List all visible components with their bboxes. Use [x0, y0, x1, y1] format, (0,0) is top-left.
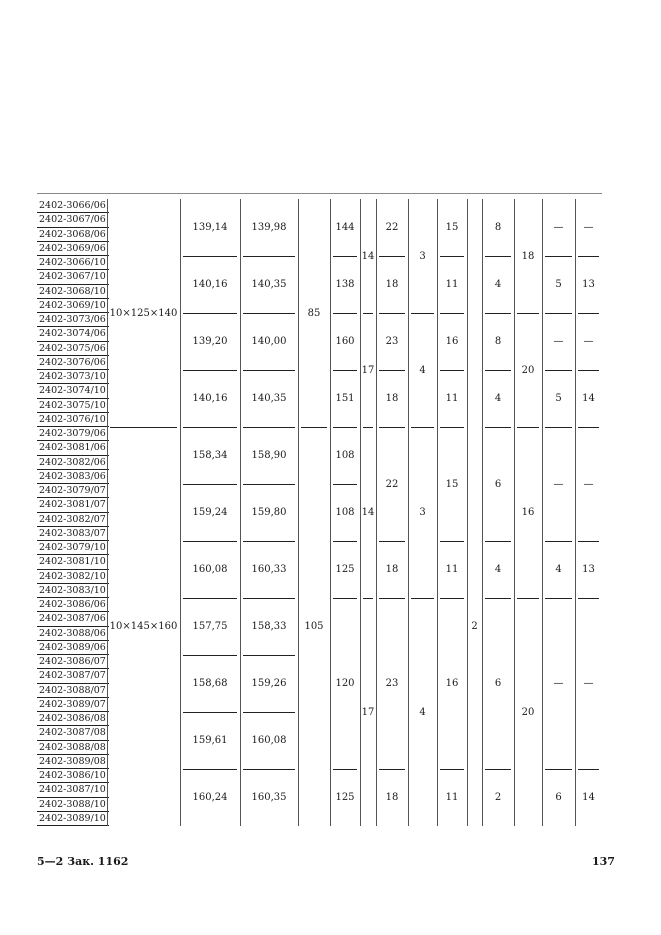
cell-a: 22: [385, 478, 399, 490]
cell-f: —: [553, 478, 564, 490]
cell-h: 85: [307, 307, 321, 319]
cell-d1: 158,34: [192, 450, 228, 461]
cell-d2: 139,98: [251, 222, 287, 233]
cell-d1: 140,16: [192, 393, 228, 404]
cell-a: 18: [385, 393, 399, 404]
part-code: 2402-3073/06: [37, 313, 109, 327]
cell-m: 20: [521, 364, 535, 376]
cell-c: 11: [445, 393, 459, 404]
part-code: 2402-3066/10: [37, 256, 109, 270]
cell-d2: 158,90: [251, 450, 287, 461]
cell-f: 5: [555, 393, 562, 404]
cell-d1: 157,75: [192, 621, 228, 632]
part-code: 2402-3083/07: [37, 527, 109, 541]
part-code: 2402-3088/10: [37, 798, 109, 812]
cell-l: 120: [335, 678, 355, 689]
cell-d2: 140,00: [251, 336, 287, 347]
cell-l: 151: [335, 393, 355, 404]
part-code: 2402-3086/06: [37, 598, 109, 612]
cell-e: 6: [494, 478, 502, 490]
cell-d1: 160,24: [192, 792, 228, 803]
cell-e: 6: [494, 678, 502, 689]
cell-d2: 140,35: [251, 393, 287, 404]
part-code: 2402-3079/07: [37, 484, 109, 498]
part-code: 2402-3087/07: [37, 669, 109, 683]
cell-size: 10×125×140: [109, 307, 178, 319]
part-code: 2402-3089/07: [37, 698, 109, 712]
part-code: 2402-3068/10: [37, 285, 109, 299]
part-code: 2402-3081/07: [37, 498, 109, 512]
cell-c: 11: [445, 564, 459, 575]
cell-d1: 158,68: [192, 678, 228, 689]
cell-e: 2: [494, 792, 502, 803]
part-code: 2402-3081/06: [37, 441, 109, 455]
cell-g: 14: [582, 393, 595, 404]
cell-h: 105: [304, 621, 324, 632]
cell-g: 14: [582, 792, 595, 803]
cell-f: —: [553, 678, 564, 689]
cell-m: 20: [521, 706, 535, 718]
cell-g: 13: [582, 279, 595, 290]
cell-g: —: [583, 222, 594, 233]
part-code: 2402-3079/10: [37, 541, 109, 555]
cell-k: 17: [361, 364, 375, 376]
part-code: 2402-3088/08: [37, 741, 109, 755]
part-code: 2402-3068/06: [37, 228, 109, 242]
cell-f: 5: [555, 279, 562, 290]
part-code: 2402-3088/06: [37, 627, 109, 641]
part-code: 2402-3069/10: [37, 299, 109, 313]
cell-l: 125: [335, 792, 355, 803]
cell-d2: 158,33: [251, 621, 287, 632]
cell-t: 2: [471, 621, 478, 632]
cell-d1: 139,14: [192, 222, 228, 233]
table-top-rule: [37, 193, 602, 194]
part-code: 2402-3076/10: [37, 413, 109, 427]
cell-k: 14: [361, 250, 375, 262]
cell-d1: 159,61: [192, 735, 228, 746]
part-code: 2402-3082/07: [37, 513, 109, 527]
part-code: 2402-3087/06: [37, 612, 109, 626]
part-code: 2402-3087/10: [37, 783, 109, 797]
cell-e: 4: [494, 564, 502, 575]
cell-a: 18: [385, 279, 399, 290]
cell-b: 3: [419, 507, 426, 518]
cell-a: 23: [385, 336, 399, 347]
part-code: 2402-3074/10: [37, 384, 109, 398]
part-code: 2402-3086/07: [37, 655, 109, 669]
cell-f: —: [553, 222, 564, 233]
part-code: 2402-3089/06: [37, 641, 109, 655]
part-code: 2402-3087/08: [37, 726, 109, 740]
part-code: 2402-3082/10: [37, 570, 109, 584]
part-code: 2402-3079/06: [37, 427, 109, 441]
cell-d1: 159,24: [192, 507, 228, 518]
cell-e: 8: [494, 222, 502, 233]
part-code: 2402-3075/06: [37, 342, 109, 356]
cell-b: 3: [419, 250, 426, 262]
cell-m: 16: [521, 507, 535, 518]
cell-f: 4: [555, 564, 562, 575]
cell-c: 11: [445, 279, 459, 290]
part-code: 2402-3067/10: [37, 270, 109, 284]
part-code: 2402-3089/08: [37, 755, 109, 769]
page-number: 137: [592, 855, 615, 868]
cell-d1: 160,08: [192, 564, 228, 575]
cell-a: 23: [385, 678, 399, 689]
part-code: 2402-3083/10: [37, 584, 109, 598]
cell-g: —: [583, 336, 594, 347]
cell-e: 8: [494, 336, 502, 347]
cell-k: 17: [361, 706, 375, 718]
part-code: 2402-3083/06: [37, 470, 109, 484]
cell-l: 160: [335, 336, 355, 347]
part-code: 2402-3069/06: [37, 242, 109, 256]
part-code: 2402-3089/10: [37, 812, 109, 826]
part-code: 2402-3066/06: [37, 199, 109, 213]
cell-g: —: [583, 678, 594, 689]
cell-d1: 139,20: [192, 336, 228, 347]
cell-l: 144: [335, 222, 355, 233]
cell-l: 108: [335, 507, 355, 518]
footer-print-order: 5—2 Зак. 1162: [37, 855, 129, 868]
cell-c: 11: [445, 792, 459, 803]
cell-d2: 159,80: [251, 507, 287, 518]
part-code: 2402-3088/07: [37, 684, 109, 698]
part-code: 2402-3081/10: [37, 555, 109, 569]
part-code: 2402-3073/10: [37, 370, 109, 384]
cell-f: —: [553, 336, 564, 347]
part-code: 2402-3076/06: [37, 356, 109, 370]
cell-c: 16: [445, 336, 459, 347]
cell-k: 14: [361, 507, 375, 518]
cell-m: 18: [521, 250, 535, 262]
cell-c: 15: [445, 478, 459, 490]
part-code: 2402-3074/06: [37, 327, 109, 341]
part-code: 2402-3086/10: [37, 769, 109, 783]
part-code: 2402-3067/06: [37, 213, 109, 227]
cell-a: 18: [385, 792, 399, 803]
cell-c: 15: [445, 222, 459, 233]
cell-d2: 160,08: [251, 735, 287, 746]
cell-l: 125: [335, 564, 355, 575]
cell-d2: 140,35: [251, 279, 287, 290]
cell-d2: 159,26: [251, 678, 287, 689]
cell-g: —: [583, 478, 594, 490]
cell-d2: 160,35: [251, 792, 287, 803]
cell-l: 108: [335, 450, 355, 461]
cell-d1: 140,16: [192, 279, 228, 290]
cell-e: 4: [494, 393, 502, 404]
part-code: 2402-3086/08: [37, 712, 109, 726]
cell-b: 4: [419, 364, 426, 376]
part-code: 2402-3075/10: [37, 399, 109, 413]
cell-e: 4: [494, 279, 502, 290]
cell-a: 22: [385, 222, 399, 233]
cell-l: 138: [335, 279, 355, 290]
cell-f: 6: [555, 792, 562, 803]
cell-d2: 160,33: [251, 564, 287, 575]
cell-c: 16: [445, 678, 459, 689]
cell-size: 10×145×160: [109, 621, 178, 632]
part-code: 2402-3082/06: [37, 456, 109, 470]
cell-g: 13: [582, 564, 595, 575]
cell-b: 4: [419, 706, 426, 718]
cell-a: 18: [385, 564, 399, 575]
